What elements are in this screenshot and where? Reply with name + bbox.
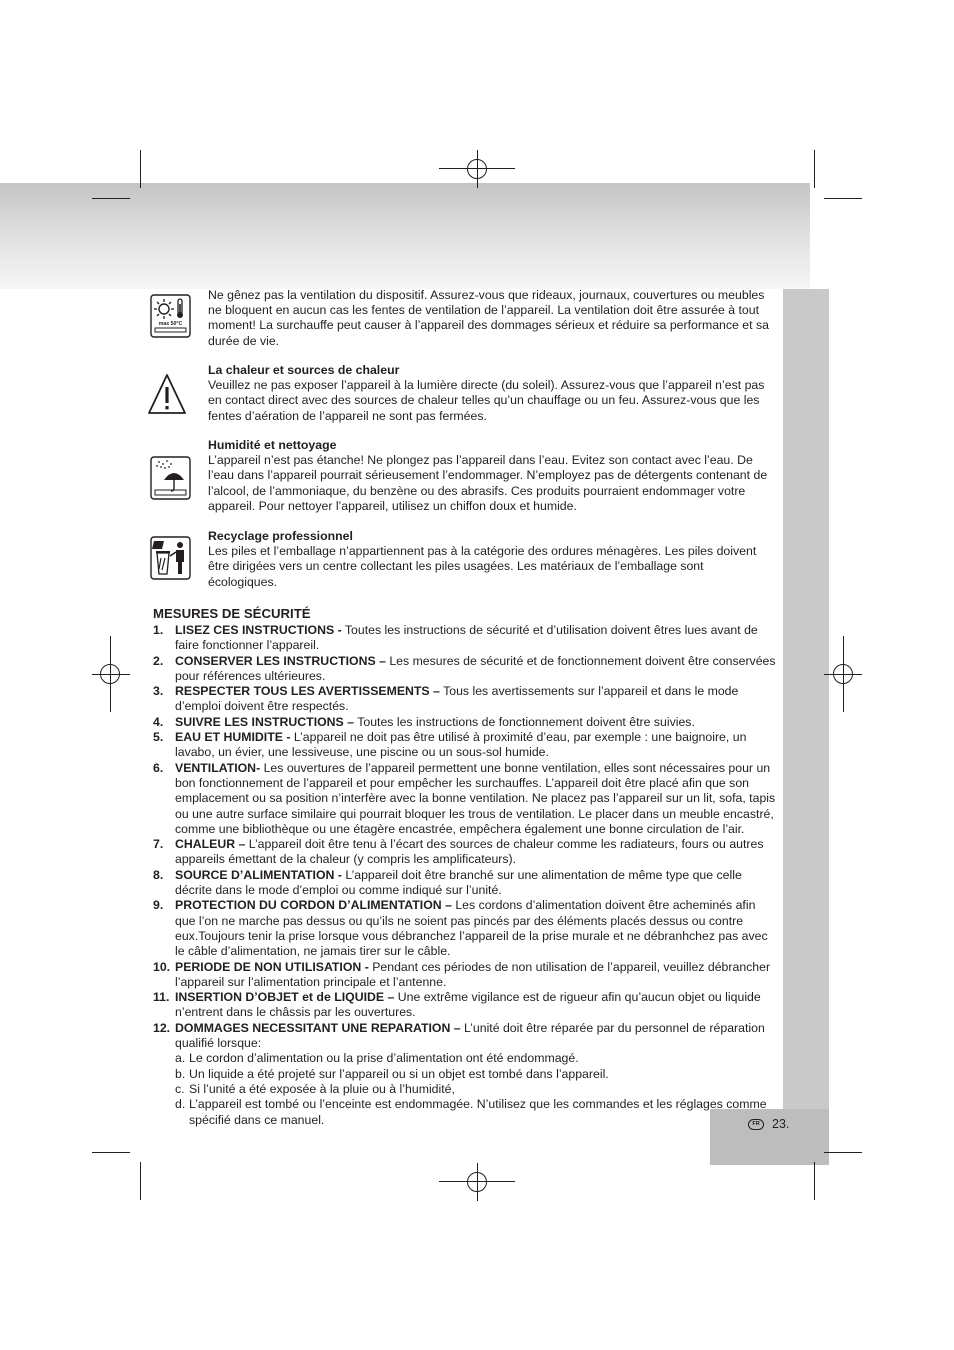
humidity-title: Humidité et nettoyage <box>208 438 337 452</box>
safety-item-text: Tous les avertissements sur l’appareil et dans le mode d’emploi doivent être respectés. <box>175 684 739 714</box>
safety-item-text: L’appareil doit être branché sur une alimentation de même type que celle décrite dans le mode d’emploi ou comme indiqué sur l’unité. <box>175 867 742 898</box>
temperature-icon-label: max 50°C <box>158 321 183 327</box>
safety-item-number: 6. <box>153 760 164 775</box>
safety-item <box>153 684 779 715</box>
safety-item-lead: CONSERVER LES INSTRUCTIONS – <box>175 653 386 668</box>
safety-subitem-text: Le cordon d’alimentation ou la prise d’alimentation ont été endommagé. <box>189 1051 579 1066</box>
safety-subitem-text: L’appareil est tombé ou l’enceinte est endommagée. N’utilisez que les commandes et les réglages comme spécifié dans ce manuel. <box>189 1097 767 1127</box>
recycling-block <box>208 529 776 590</box>
safety-item-text: L’appareil doit être tenu à l’écart des sources de chaleur comme les radiateurs, fours ou autres appareils émettant de la chaleur (y compris les amplificateurs). <box>175 837 764 867</box>
safety-item-text: L’appareil ne doit pas être utilisé à proximité d’eau, par exemple : une baignoire, un lavabo, un évier, une lessiveuse, une piscine ou un sous-sol humide. <box>175 730 747 760</box>
safety-item-number: 11. <box>153 990 170 1005</box>
safety-subitem <box>153 1051 779 1066</box>
safety-item-lead: PERIODE DE NON UTILISATION - <box>175 959 369 974</box>
safety-item <box>153 761 779 837</box>
safety-item-body <box>175 715 779 730</box>
safety-subitem-text: Un liquide a été projeté sur l’appareil ou si un objet est tombé dans l’appareil. <box>189 1066 609 1081</box>
safety-item <box>153 898 779 959</box>
safety-item <box>153 1021 779 1052</box>
safety-item-body <box>175 898 779 959</box>
safety-item-body <box>175 837 779 868</box>
safety-item-text: Une extrême vigilance est de rigueur afin qu’aucun objet ou liquide n’entrent dans le châssis par les ouvertures. <box>175 990 761 1020</box>
recycling-text: Les piles et l’emballage n’appartiennent pas à la catégorie des ordures ménagères. Les piles doivent être dirigées vers un centre collectant les piles usagées. Les matériaux de l’emballage sont écologiques. <box>208 544 757 589</box>
safety-item-body <box>175 990 779 1021</box>
safety-subitem <box>153 1082 779 1097</box>
safety-item-number: 12. <box>153 1020 171 1035</box>
heat-block <box>208 363 776 424</box>
safety-item-lead: VENTILATION- <box>175 760 261 775</box>
safety-item-number: 2. <box>153 653 164 668</box>
safety-subitem-letter: b. <box>175 1066 186 1081</box>
safety-item-number: 5. <box>153 730 164 745</box>
heat-title: La chaleur et sources de chaleur <box>208 363 400 377</box>
safety-item <box>153 837 779 868</box>
safety-item-lead: EAU ET HUMIDITE - <box>175 730 291 745</box>
safety-title: MESURES DE SÉCURITÉ <box>153 606 311 621</box>
safety-item-number: 9. <box>153 898 164 913</box>
safety-item-lead: CHALEUR – <box>175 837 246 852</box>
safety-item <box>153 715 779 730</box>
safety-item-text: Toutes les instructions de sécurité et d’utilisation doivent êtres lues avant de faire fonctionner l’appareil. <box>175 623 758 653</box>
ventilation-block <box>208 288 776 349</box>
safety-item-body <box>175 730 779 761</box>
ventilation-text: Ne gênez pas la ventilation du dispositif. Assurez-vous que rideaux, journaux, couvertures ou meubles ne bloquent en aucun cas les fentes de ventilation de l’appareil. La ventilation doit être assurée à tout moment! La surchauffe peut causer à l’appareil des dommages sérieux et réduire sa performance et sa durée de vie. <box>208 288 769 348</box>
humidity-text: L’appareil n’est pas étanche! Ne plongez pas l’appareil dans l’eau. Evitez son contact avec l’eau. De l’eau dans l’appareil pourrait sérieusement l’endommager. N’employez pas de détergents contenant de l’alcool, de l’ammoniaque, du benzène ou des abrasifs. Ces produits pourraient endommager votre appareil. Pour nettoyer l’appareil, utilisez un chiffon doux et humide. <box>208 453 768 513</box>
safety-item-body <box>175 623 779 654</box>
safety-item-lead: DOMMAGES NECESSITANT UNE REPARATION – <box>175 1020 461 1035</box>
recycling-icon <box>150 536 191 580</box>
safety-item-text: L’unité doit être réparée par du personnel de réparation qualifié lorsque: <box>175 1020 765 1051</box>
umbrella-icon <box>150 456 191 500</box>
safety-item <box>153 960 779 991</box>
safety-item <box>153 623 779 654</box>
warning-icon <box>147 372 187 416</box>
safety-item-body <box>175 654 779 685</box>
safety-subitem-letter: a. <box>175 1051 186 1066</box>
safety-item-number: 1. <box>153 623 164 637</box>
safety-item-text: Les mesures de sécurité et de fonctionnement doivent être conservées pour références ultérieures. <box>175 653 776 683</box>
safety-item-lead: INSERTION D’OBJET et de LIQUIDE – <box>175 990 395 1005</box>
humidity-block <box>208 438 776 514</box>
safety-item-text: Toutes les instructions de fonctionnement doivent être suivies. <box>354 714 695 729</box>
safety-item-body <box>175 960 779 991</box>
safety-item-number: 7. <box>153 837 164 852</box>
safety-subitem <box>153 1067 779 1082</box>
safety-item <box>153 868 779 899</box>
safety-item <box>153 654 779 685</box>
safety-item-text: Les ouvertures de l’appareil permettent une bonne ventilation, elles sont nécessaires pour un bon fonctionnement de l’appareil et pour empêcher les surchauffes. L’appareil doit être placé afin que son emplacement ou sa position n’interfère avec la bonne ventilation. Ne placez pas l’appareil sur un lit, sofa, tapis ou une autre surface similaire qui pourrait bloquer les trous de ventilation. Le placer dans un meuble encastré, comme une bibliothèque ou une étagère encastrée, empêchera également une bonne circulation de l’air. <box>175 760 776 836</box>
safety-item-body <box>175 868 779 899</box>
safety-item-body <box>175 684 779 715</box>
safety-item-number: 3. <box>153 684 164 699</box>
safety-item-text: Pendant ces périodes de non utilisation de l’appareil, veuillez débrancher l’appareil sur l’alimentation principale et l’antenne. <box>175 959 771 989</box>
safety-item <box>153 990 779 1021</box>
safety-subitem-letter: d. <box>175 1097 186 1112</box>
safety-item-lead: LISEZ CES INSTRUCTIONS - <box>175 623 342 637</box>
safety-item-lead: RESPECTER TOUS LES AVERTISSEMENTS – <box>175 684 440 699</box>
safety-item-number: 10. <box>153 959 171 974</box>
safety-subitem-letter: c. <box>175 1081 185 1096</box>
safety-item-text: Les cordons d’alimentation doivent être acheminés afin que l’on ne marche pas dessus ou qu’ils ne soient pas pincés par des éléments placés dessus ou contre eux.Toujours tenir la prise lorsque vous débranchez l’appareil de la prise murale et ne débranhchez pas avec le câble d’alimentation, ne jamais tirer sur le câble. <box>175 898 768 959</box>
language-badge: FR <box>748 1119 764 1130</box>
temperature-icon <box>150 294 191 338</box>
safety-item-lead: SOURCE D’ALIMENTATION - <box>175 867 342 882</box>
safety-item <box>153 730 779 761</box>
safety-item-number: 4. <box>153 714 164 729</box>
page-number-text: 23. <box>772 1117 790 1131</box>
safety-item-lead: SUIVRE LES INSTRUCTIONS – <box>175 714 355 729</box>
safety-subitem-text: Si l’unité a été exposée à la pluie ou à l’humidité, <box>189 1081 455 1096</box>
safety-item-body <box>175 1021 779 1052</box>
safety-subitem <box>153 1097 779 1128</box>
recycling-title: Recyclage professionnel <box>208 529 353 543</box>
heat-text: Veuillez ne pas exposer l’appareil à la lumière directe (du soleil). Assurez-vous que l’appareil n’est pas en contact direct avec des sources de chaleur telles qu’un chauffage ou un feu. Assurez-vous que les fentes d’aération de l’appareil ne sont pas fermées. <box>208 378 765 423</box>
safety-item-lead: PROTECTION DU CORDON D’ALIMENTATION – <box>175 898 452 913</box>
safety-item-number: 8. <box>153 867 164 882</box>
side-tab <box>783 289 829 1109</box>
safety-list <box>153 623 779 1128</box>
safety-item-body <box>175 761 779 837</box>
